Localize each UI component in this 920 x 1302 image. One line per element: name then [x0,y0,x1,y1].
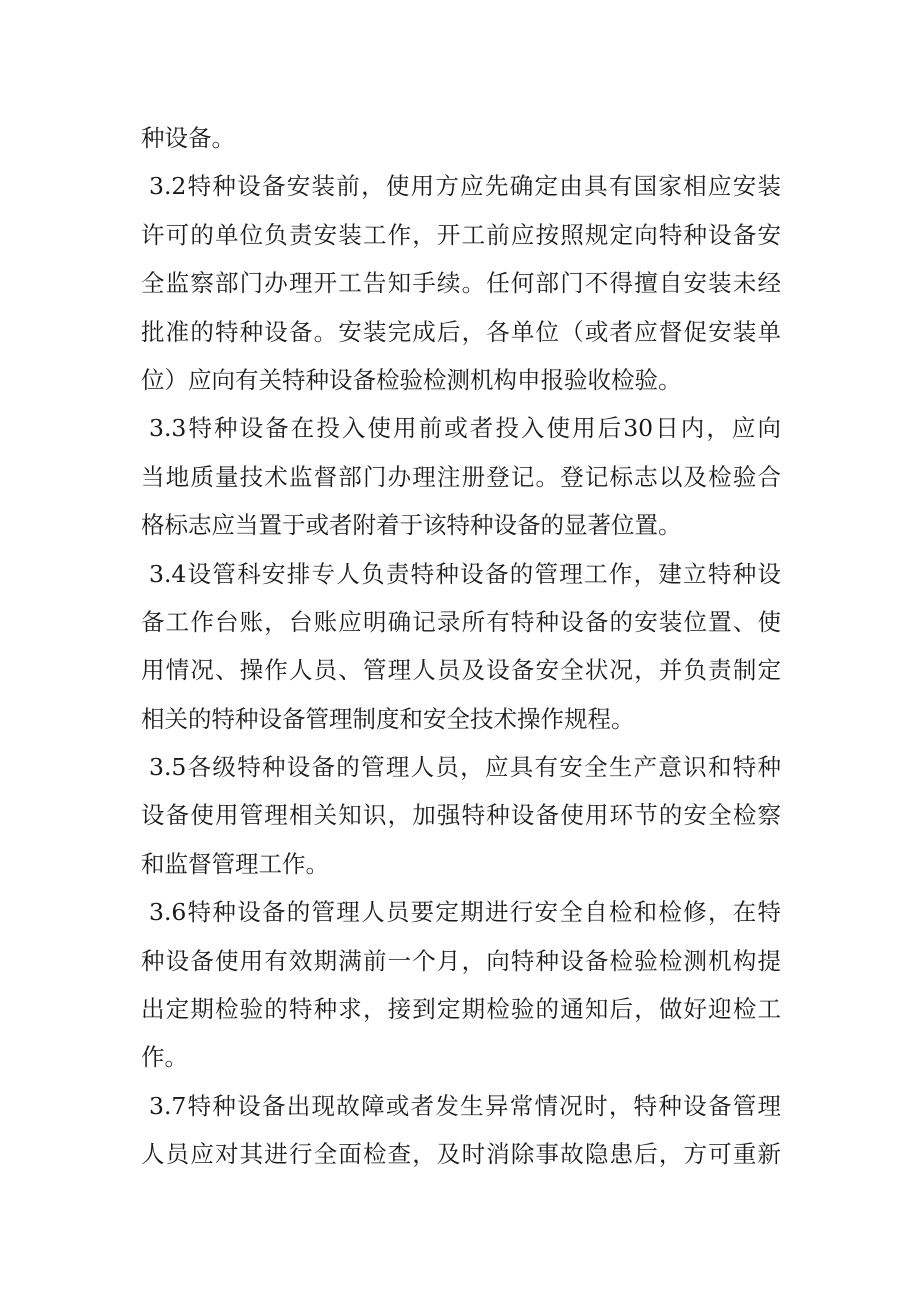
text-line: 相关的特种设备管理制度和安全技术操作规程。 [141,704,635,733]
text-line: 3.3特种设备在投入使用前或者投入使用后30日内，应向 [149,414,781,443]
text-line: 备工作台账，台账应明确记录所有特种设备的安装位置、使 [141,607,781,636]
text-line: 用情况、操作人员、管理人员及设备安全状况，并负责制定 [141,656,781,685]
text-line: 作。 [141,1043,188,1072]
text-line: 全监察部门办理开工告知手续。任何部门不得擅自安装未经 [141,269,781,298]
text-line: 种设备。 [141,124,235,152]
text-line: 许可的单位负责安装工作，开工前应按照规定向特种设备安 [141,220,781,249]
text-line: 当地质量技术监督部门办理注册登记。登记标志以及检验合 [141,462,781,491]
text-line: 批准的特种设备。安装完成后，各单位（或者应督促安装单 [141,317,781,346]
text-line: 位）应向有关特种设备检验检测机构申报验收检验。 [141,365,682,394]
text-line: 人员应对其进行全面检查，及时消除事故隐患后，方可重新 [141,1140,781,1169]
text-line: 3.2特种设备安装前，使用方应先确定由具有国家相应安装 [149,172,781,201]
text-line: 3.6特种设备的管理人员要定期进行安全自检和检修，在特 [149,898,781,927]
text-line: 3.5各级特种设备的管理人员，应具有安全生产意识和特种 [149,753,781,782]
text-line: 种设备使用有效期满前一个月，向特种设备检验检测机构提 [141,946,781,975]
text-line: 设备使用管理相关知识，加强特种设备使用环节的安全检察 [141,801,781,830]
text-line: 3.7特种设备出现故障或者发生异常情况时，特种设备管理 [149,1091,781,1120]
text-line: 和监督管理工作。 [141,849,329,878]
text-line: 出定期检验的特种求，接到定期检验的通知后，做好迎检工 [141,995,781,1024]
text-line: 3.4设管科安排专人负责特种设备的管理工作，建立特种设 [149,559,781,588]
text-line: 格标志应当置于或者附着于该特种设备的显著位置。 [141,511,682,540]
document-body [141,114,781,1179]
